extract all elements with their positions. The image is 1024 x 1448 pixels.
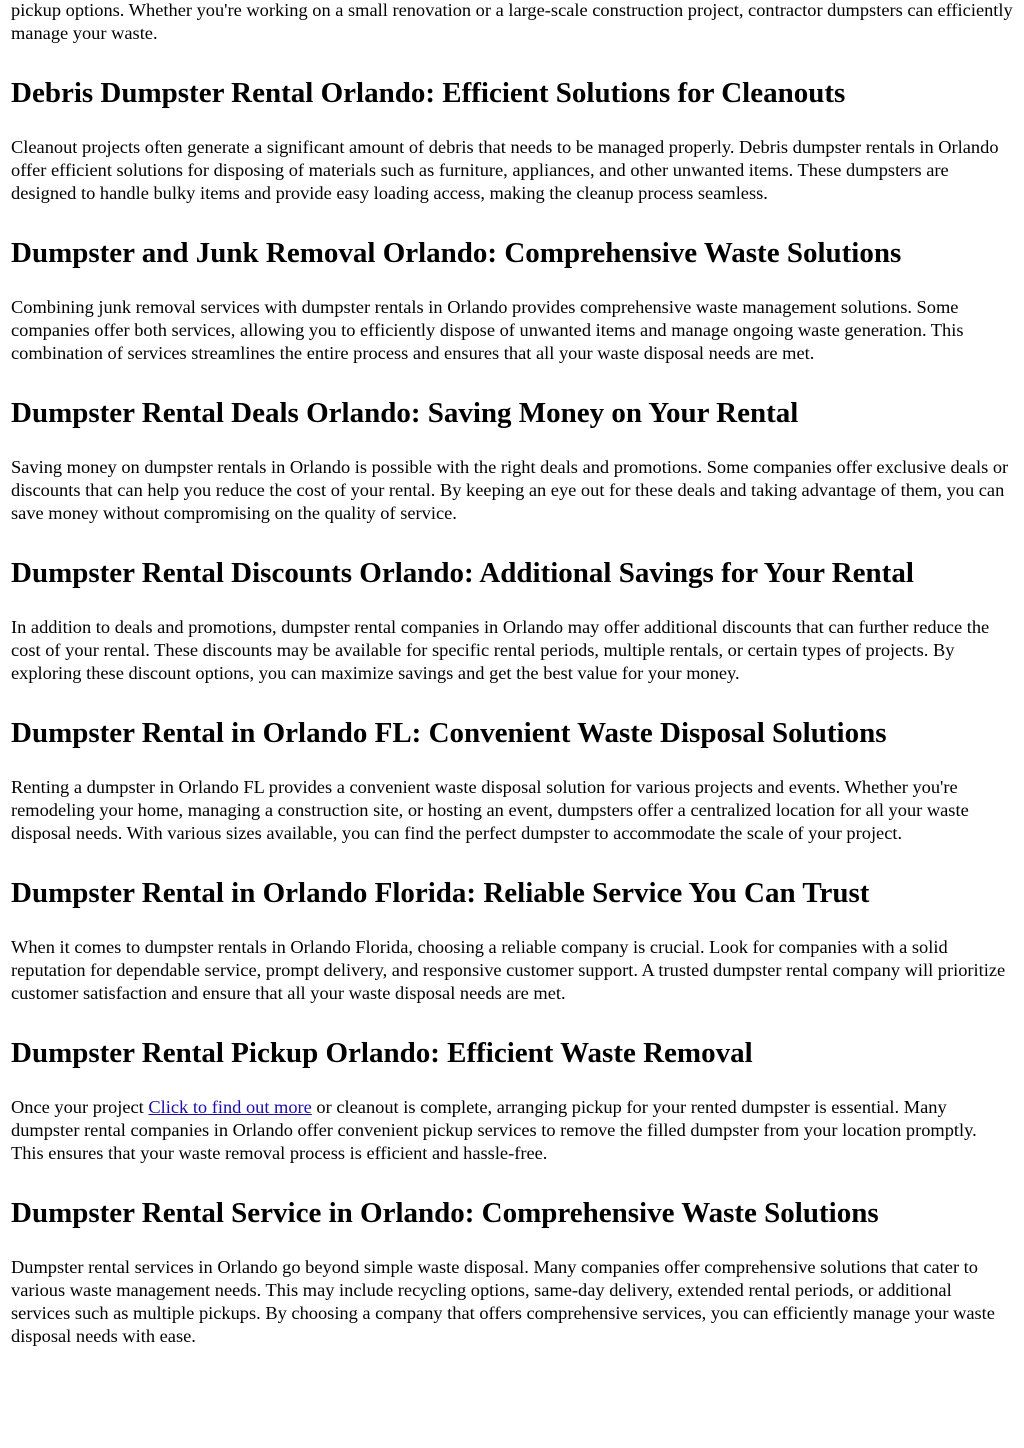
section-heading: Dumpster and Junk Removal Orlando: Comprehensive Waste Solutions [11, 237, 902, 269]
section-rental-deals [11, 396, 1013, 525]
intro-paragraph: pickup options. Whether you're working on a small renovation or a large-scale construction project, contractor dumpsters can efficiently manage your waste. [11, 0, 1013, 43]
section-rental-orlando-fl [11, 716, 1013, 845]
section-heading: Dumpster Rental Pickup Orlando: Efficient Waste Removal [11, 1037, 753, 1069]
section-heading: Debris Dumpster Rental Orlando: Efficient Solutions for Cleanouts [11, 77, 846, 109]
paragraph-text-end: or cleanout is complete, arranging pickup for your rented dumpster is essential. Many dumpster rental companies in Orlando offer convenient pickup services to remove the filled dumpster from your location promptly. This ensures that your waste removal process is efficient and hassle-free. [11, 1097, 977, 1163]
section-heading: Dumpster Rental Discounts Orlando: Additional Savings for Your Rental [11, 557, 914, 589]
find-out-more-link[interactable]: Click to find out more [148, 1097, 312, 1117]
section-paragraph: Dumpster rental services in Orlando go beyond simple waste disposal. Many companies offer comprehensive solutions that cater to various waste management needs. This may include recycling options, same-day delivery, extended rental periods, or additional services such as multiple pickups. By choosing a company that offers comprehensive services, you can efficiently manage your waste disposal needs with ease. [11, 1257, 995, 1346]
section-debris-dumpster [11, 76, 1013, 205]
section-rental-pickup [11, 1036, 1013, 1165]
section-paragraph: Saving money on dumpster rentals in Orlando is possible with the right deals and promotions. Some companies offer exclusive deals or discounts that can help you reduce the cost of your rental. By keeping an eye out for these deals and taking advantage of them, you can save money without compromising on the quality of service. [11, 457, 1009, 523]
section-paragraph: Combining junk removal services with dumpster rentals in Orlando provides comprehensive waste management solutions. Some companies offer both services, allowing you to efficiently dispose of unwanted items and manage ongoing waste generation. This combination of services streamlines the entire process and ensures that all your waste disposal needs are met. [11, 297, 964, 363]
section-paragraph: Renting a dumpster in Orlando FL provides a convenient waste disposal solution for various projects and events. Whether you're remodeling your home, managing a construction site, or hosting an event, dumpsters offer a centralized location for all your waste disposal needs. With various sizes available, you can find the perfect dumpster to accommodate the scale of your project. [11, 777, 969, 843]
section-paragraph: Cleanout projects often generate a significant amount of debris that needs to be managed properly. Debris dumpster rentals in Orlando offer efficient solutions for disposing of materials such as furniture, appliances, and other unwanted items. These dumpsters are designed to handle bulky items and provide easy loading access, making the cleanup process seamless. [11, 137, 999, 203]
section-heading: Dumpster Rental in Orlando Florida: Reliable Service You Can Trust [11, 877, 870, 909]
section-rental-service [11, 1196, 1013, 1348]
section-heading: Dumpster Rental Deals Orlando: Saving Money on Your Rental [11, 397, 799, 429]
section-paragraph: When it comes to dumpster rentals in Orlando Florida, choosing a reliable company is crucial. Look for companies with a solid reputation for dependable service, prompt delivery, and responsive customer support. A trusted dumpster rental company will prioritize customer satisfaction and ensure that all your waste disposal needs are met. [11, 937, 1006, 1003]
section-paragraph: In addition to deals and promotions, dumpster rental companies in Orlando may offer additional discounts that can further reduce the cost of your rental. These discounts may be available for specific rental periods, multiple rentals, or certain types of projects. By exploring these discount options, you can maximize savings and get the best value for your money. [11, 617, 990, 683]
section-paragraph [11, 1096, 1013, 1165]
paragraph-text-start: Once your project [11, 1097, 149, 1117]
section-heading: Dumpster Rental Service in Orlando: Comprehensive Waste Solutions [11, 1197, 879, 1229]
section-rental-orlando-florida [11, 876, 1013, 1005]
section-heading: Dumpster Rental in Orlando FL: Convenient Waste Disposal Solutions [11, 717, 887, 749]
section-junk-removal [11, 236, 1013, 365]
section-rental-discounts [11, 556, 1013, 685]
